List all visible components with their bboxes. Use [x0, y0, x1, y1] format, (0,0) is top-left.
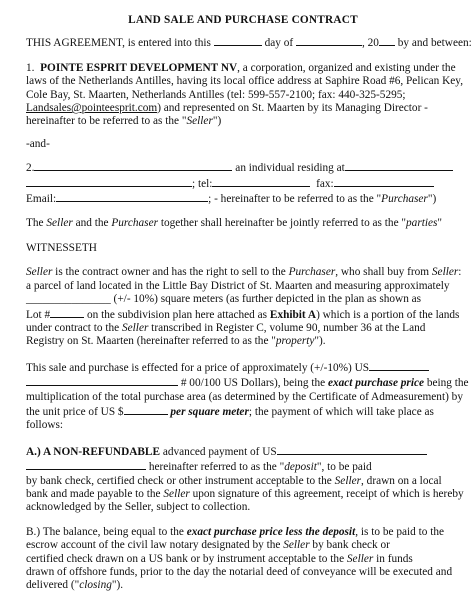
party1-line5: hereinafter to be referred to as the "Seller")	[26, 115, 222, 128]
purchaser-name-blank	[34, 160, 232, 171]
owner-line6: Registry on St. Maarten (hereinafter referred to as the "property").	[26, 335, 326, 348]
party2-line1: 2. an individual residing at	[26, 160, 460, 175]
clause-a-line5: acknowledged by the Seller, subject to collection.	[26, 501, 251, 514]
price-amount-blank	[369, 360, 429, 371]
year-blank	[379, 35, 395, 46]
clause-a-line4: bank and made payable to the Seller upon signature of this agreement, receipt of which is hereby	[26, 487, 464, 500]
owner-line2: a parcel of land located in the Little Bay District of St. Maarten and measuring approximately	[26, 279, 450, 292]
purchaser-fax-blank	[334, 176, 434, 187]
deposit-amount-blank	[277, 444, 427, 455]
owner-line5: under contract to the Seller transcribed in Register C, volume 90, number 36 at the Land	[26, 321, 426, 334]
party1-line4: Landsales@pointeesprit.com) and represented on St. Maarten by its Managing Director -	[26, 102, 428, 115]
agreement-line: THIS AGREEMENT, is entered into this day of , 20 by and between:	[26, 37, 472, 50]
clause-a-line2: hereinafter referred to as the "deposit", to be paid	[26, 459, 460, 474]
parties-definition: The Seller and the Purchaser together shall hereinafter be jointly referred to as the "parties"	[26, 217, 443, 230]
clause-b-line5: delivered ("closing").	[26, 579, 124, 592]
witnesseth-heading: WITNESSETH	[26, 241, 97, 254]
owner-line1: Seller is the contract owner and has the right to sell to the Purchaser, who shall buy from Seller:	[26, 266, 462, 279]
party2-line3: Email: ; - hereinafter to be referred to as the "Purchaser")	[26, 193, 437, 206]
purchaser-address-blank-2	[26, 176, 192, 187]
clause-b-line3: certified check drawn on a US bank or by instrument acceptable to the Seller in funds	[26, 552, 413, 565]
deposit-words-blank	[26, 459, 146, 470]
month-blank	[296, 35, 362, 46]
owner-line4: Lot # on the subdivision plan here attached as Exhibit A) which is a portion of the lands	[26, 308, 460, 321]
party1-line1: 1. POINTE ESPRIT DEVELOPMENT NV, a corporation, organized and existing under the	[26, 61, 456, 74]
party2-line2: ; tel: fax:	[26, 176, 460, 191]
clause-a-line1: A.) A NON-REFUNDABLE advanced payment of US	[26, 444, 460, 459]
agreement-lead: THIS AGREEMENT,	[26, 37, 125, 50]
and-separator: -and-	[26, 137, 50, 150]
purchaser-address-blank	[345, 160, 453, 171]
price-line5: follows:	[26, 419, 64, 432]
seller-email: Landsales@pointeesprit.com	[26, 102, 158, 115]
party1-line2: laws of the Netherlands Antilles, having its local office address at Saphire Road #6, Pelican Key,	[26, 75, 464, 88]
clause-b-line1: B.) The balance, being equal to the exact purchase price less the deposit, is to be paid to the	[26, 525, 445, 538]
clause-a-line3: by bank check, certified check or other instrument acceptable to the Seller, drawn on a local	[26, 474, 442, 487]
price-line1: This sale and purchase is effected for a price of approximately (+/-10%) US	[26, 360, 460, 375]
purchaser-email-blank	[56, 191, 208, 202]
price-line4: the unit price of US $ per square meter; the payment of which will take place as	[26, 405, 434, 418]
purchaser-tel-blank	[212, 176, 310, 187]
document-title: LAND SALE AND PURCHASE CONTRACT	[128, 14, 358, 26]
price-line3: multiplication of the total purchase area (as determined by the Certificate of Admeasurement) by	[26, 390, 463, 403]
lot-number-blank	[50, 307, 84, 318]
seller-company-name: POINTE ESPRIT DEVELOPMENT NV	[40, 61, 238, 74]
clause-b-line2: escrow account of the civil law notary designated by the Seller by bank check or	[26, 539, 390, 552]
owner-line3: _______________ (+/- 10%) square meters (as further depicted in the plan as shown as	[26, 293, 422, 306]
party1-line3: Cole Bay, St. Maarten, Netherlands Antilles (tel: 599-557-2100; fax: 440-325-5295;	[26, 88, 406, 101]
price-words-blank	[26, 375, 178, 386]
clause-b-line4: drawn of offshore funds, prior to the day the notarial deed of conveyance will be executed and	[26, 566, 453, 578]
day-blank	[214, 35, 262, 46]
unit-price-blank	[124, 404, 168, 415]
clause-a-label: A.) A NON-REFUNDABLE	[26, 445, 161, 458]
price-line2: # 00/100 US Dollars), being the exact purchase price being the	[26, 375, 460, 390]
